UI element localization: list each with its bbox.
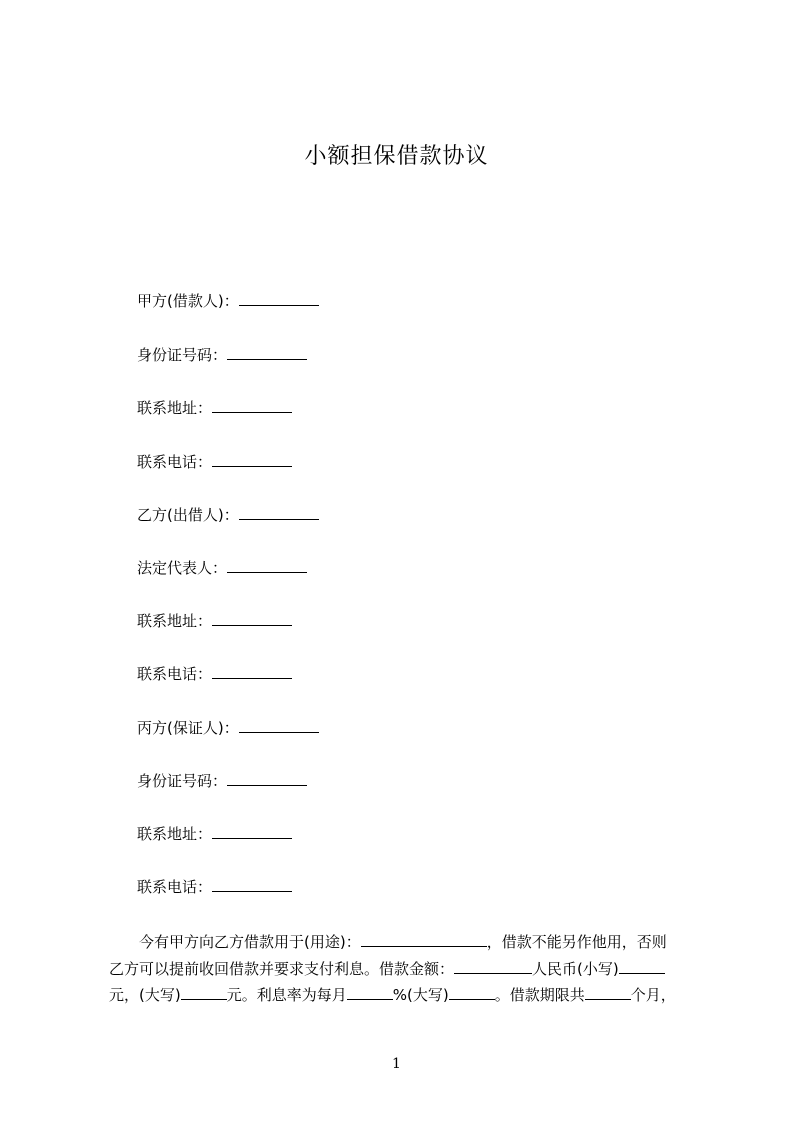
fill-blank[interactable] (227, 771, 307, 786)
party-a-phone-field (137, 452, 292, 472)
party-c-phone-field (137, 877, 292, 897)
field-label: 联系地址： (137, 399, 213, 417)
fill-blank[interactable] (227, 345, 307, 360)
rate-words-blank[interactable] (449, 985, 495, 1000)
field-label: 联系地址： (137, 825, 213, 843)
party-b-phone-field (137, 664, 292, 684)
party-a-borrower-field (137, 291, 319, 311)
term-months-blank[interactable] (585, 985, 631, 1000)
party-a-address-field (137, 398, 292, 418)
field-label: 联系电话： (137, 665, 213, 683)
document-title: 小额担保借款协议 (304, 144, 489, 169)
field-label: 联系电话： (137, 878, 213, 896)
party-c-address-field (137, 824, 292, 844)
party-c-guarantor-field (137, 718, 319, 738)
party-b-legal-rep-field (137, 558, 307, 578)
paragraph-text: 个月， (630, 986, 676, 1004)
paragraph-text: 元，(大写) (109, 986, 181, 1004)
field-label: 乙方(出借人)： (137, 506, 239, 524)
fill-blank[interactable] (212, 398, 292, 413)
paragraph-text: 今有甲方向乙方借款用于(用途)： (139, 933, 361, 951)
field-label: 联系电话： (137, 453, 213, 471)
fill-blank[interactable] (227, 558, 307, 573)
paragraph-text: 元。利息率为每月 (226, 986, 347, 1004)
field-label: 身份证号码： (137, 772, 228, 790)
field-label: 身份证号码： (137, 346, 228, 364)
amount-numeric-blank[interactable] (619, 959, 665, 974)
fill-blank[interactable] (239, 291, 319, 306)
field-label: 丙方(保证人)： (137, 719, 239, 737)
fill-blank[interactable] (239, 718, 319, 733)
paragraph-line (109, 929, 699, 956)
party-a-id-number-field (137, 345, 307, 365)
fill-blank[interactable] (212, 877, 292, 892)
paragraph-line (109, 982, 699, 1009)
paragraph-text: 。借款期限共 (494, 986, 585, 1004)
party-b-address-field (137, 611, 292, 631)
paragraph-text: %(大写) (392, 986, 449, 1004)
amount-words-blank[interactable] (181, 985, 227, 1000)
fill-blank[interactable] (212, 824, 292, 839)
paragraph-text: 人民币(小写) (532, 959, 619, 978)
loan-terms-paragraph (109, 929, 699, 1009)
paragraph-line (109, 956, 699, 983)
field-label: 法定代表人： (137, 559, 228, 577)
party-b-lender-field (137, 505, 319, 525)
loan-amount-blank[interactable] (454, 959, 532, 974)
paragraph-text: ，借款不能另作他用，否则 (486, 933, 667, 951)
party-c-id-number-field (137, 771, 307, 791)
fill-blank[interactable] (239, 505, 319, 520)
paragraph-text: 乙方可以提前收回借款并要求支付利息。借款金额： (109, 959, 455, 978)
fill-blank[interactable] (212, 611, 292, 626)
fill-blank[interactable] (212, 452, 292, 467)
purpose-blank[interactable] (361, 932, 487, 947)
field-label: 甲方(借款人)： (137, 292, 239, 310)
field-label: 联系地址： (137, 612, 213, 630)
page-number: 1 (392, 1056, 401, 1072)
fill-blank[interactable] (212, 664, 292, 679)
monthly-rate-blank[interactable] (347, 985, 393, 1000)
